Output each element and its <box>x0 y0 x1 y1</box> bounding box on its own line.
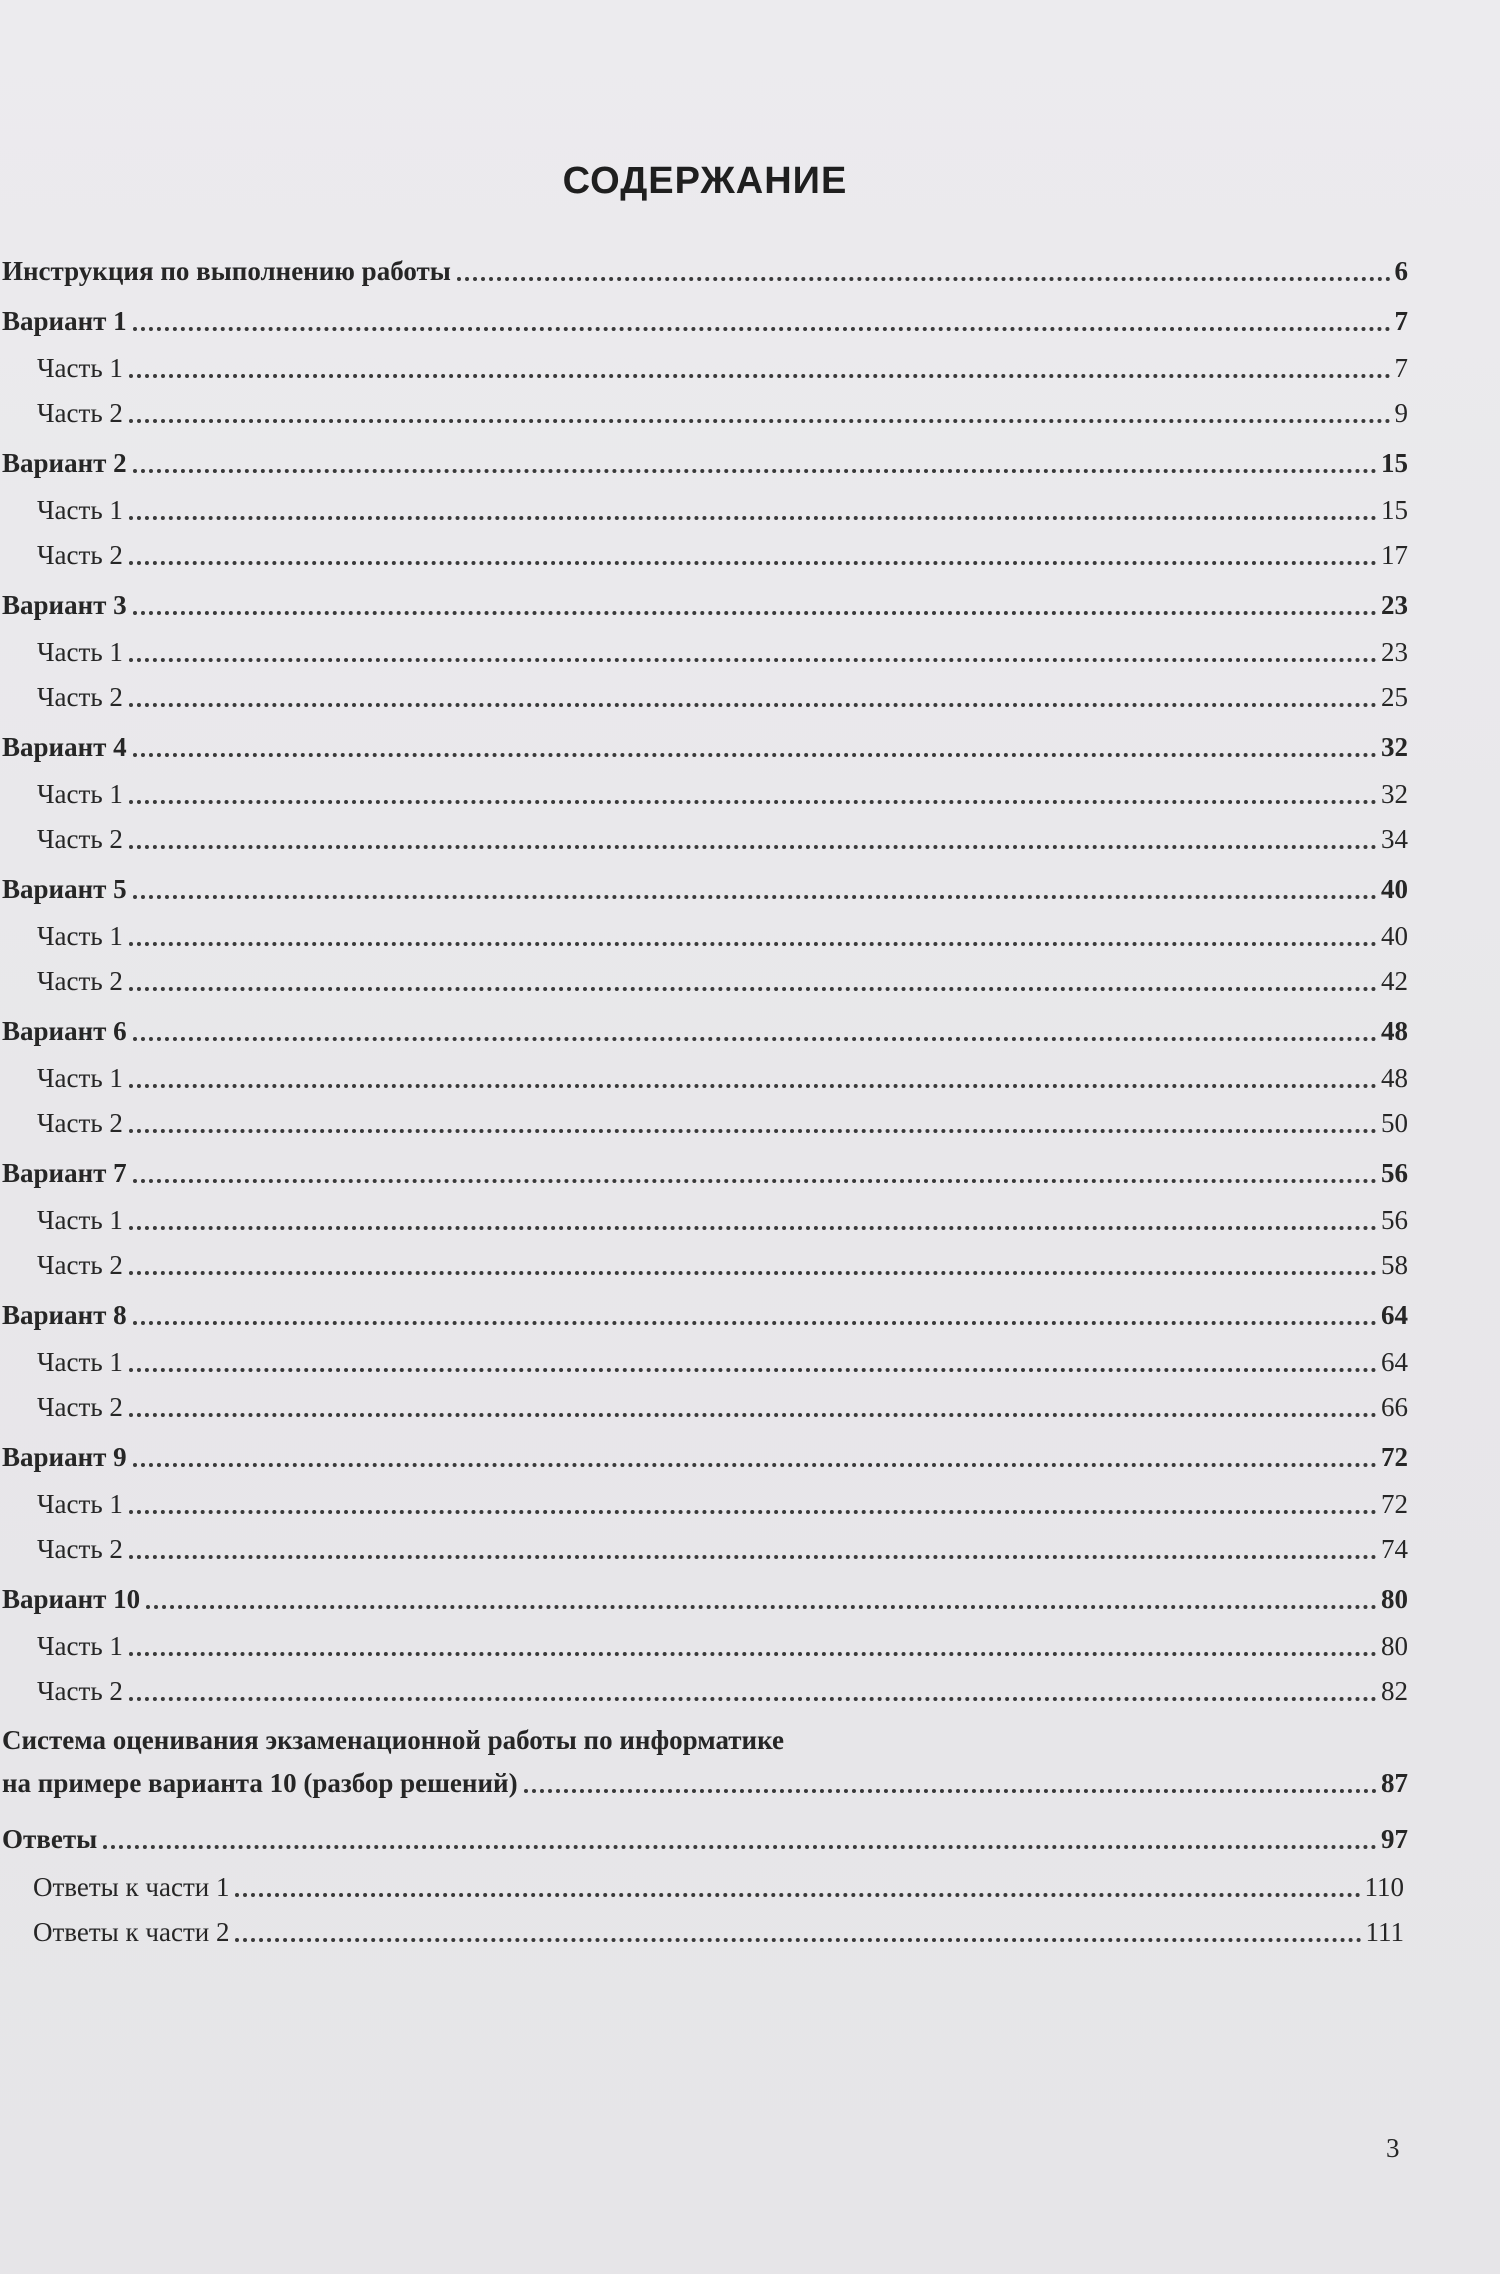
toc-entry-page: 9 <box>1394 398 1408 428</box>
toc-entry-page: 48 <box>1381 1063 1408 1093</box>
toc-entry-answers-part <box>33 1861 1404 1901</box>
toc-entry-label: Часть 2 <box>37 540 123 570</box>
toc-entry-part <box>37 1194 1408 1234</box>
toc-entry-variant-10 <box>2 1573 1408 1613</box>
toc-entry-page: 82 <box>1381 1676 1408 1706</box>
toc-entry-page: 15 <box>1381 495 1408 525</box>
toc-entry-part <box>37 671 1408 711</box>
dot-leader <box>129 516 1377 520</box>
toc-entry-part <box>37 387 1408 427</box>
dot-leader <box>129 561 1377 565</box>
dot-leader <box>133 1321 1377 1325</box>
page-title: СОДЕРЖАНИЕ <box>562 160 848 202</box>
toc-entry-grading-line1: Система оценивания экзаменационной работы по информатике <box>2 1725 784 1755</box>
toc-entry-part <box>37 1052 1408 1092</box>
toc-entry-answers-part <box>33 1906 1404 1946</box>
toc-entry-page: 40 <box>1381 921 1408 951</box>
toc-entry-page: 74 <box>1381 1534 1408 1564</box>
toc-entry-part <box>37 955 1408 995</box>
toc-entry-label: Ответы <box>2 1824 98 1854</box>
toc-entry-label: Вариант 10 <box>2 1584 141 1614</box>
dot-leader <box>133 1463 1377 1467</box>
toc-entry-page: 34 <box>1381 824 1408 854</box>
dot-leader <box>133 895 1377 899</box>
toc-entry-part <box>37 1097 1408 1137</box>
toc-entry-label: Часть 2 <box>37 1108 123 1138</box>
toc-entry-label: Ответы к части 1 <box>33 1872 230 1902</box>
toc-entry-page: 80 <box>1381 1584 1408 1614</box>
dot-leader <box>129 1368 1377 1372</box>
toc-entry-label: Часть 1 <box>37 921 123 951</box>
toc-entry-instruction <box>2 245 1408 285</box>
dot-leader <box>129 1129 1377 1133</box>
toc-entry-grading <box>2 1757 1408 1797</box>
toc-entry-label: Часть 1 <box>37 637 123 667</box>
dot-leader <box>146 1605 1377 1609</box>
toc-entry-page: 56 <box>1381 1158 1408 1188</box>
toc-entry-label: Вариант 4 <box>2 732 127 762</box>
toc-entry-label: Часть 1 <box>37 495 123 525</box>
toc-entry-label: Часть 1 <box>37 1489 123 1519</box>
toc-entry-part <box>37 529 1408 569</box>
dot-leader <box>524 1789 1377 1793</box>
toc-entry-label: Вариант 7 <box>2 1158 127 1188</box>
toc-entry-label: Вариант 6 <box>2 1016 127 1046</box>
dot-leader <box>129 1226 1377 1230</box>
toc-entry-part <box>37 1478 1408 1518</box>
dot-leader <box>133 469 1377 473</box>
dot-leader <box>129 845 1377 849</box>
page-number: 3 <box>1386 2133 1400 2163</box>
toc-entry-variant-2 <box>2 437 1408 477</box>
toc-entry-label: Часть 1 <box>37 1063 123 1093</box>
dot-leader <box>129 374 1391 378</box>
toc-entry-page: 7 <box>1394 353 1408 383</box>
toc-entry-label: Часть 1 <box>37 353 123 383</box>
toc-entry-page: 87 <box>1381 1768 1408 1798</box>
toc-entry-label: Вариант 2 <box>2 448 127 478</box>
dot-leader <box>133 327 1391 331</box>
toc-entry-page: 64 <box>1381 1347 1408 1377</box>
dot-leader <box>129 1084 1377 1088</box>
toc-entry-page: 111 <box>1365 1917 1404 1947</box>
toc-entry-variant-9 <box>2 1431 1408 1471</box>
toc-entry-part <box>37 484 1408 524</box>
toc-entry-page: 42 <box>1381 966 1408 996</box>
toc-entry-page: 72 <box>1381 1442 1408 1472</box>
dot-leader <box>129 1510 1377 1514</box>
toc-entry-part <box>37 813 1408 853</box>
dot-leader <box>129 1271 1377 1275</box>
toc-entry-part <box>37 342 1408 382</box>
toc-entry-variant-5 <box>2 863 1408 903</box>
dot-leader <box>133 611 1377 615</box>
toc-entry-label: Часть 2 <box>37 1676 123 1706</box>
toc-entry-label: Вариант 8 <box>2 1300 127 1330</box>
toc-entry-label: Вариант 5 <box>2 874 127 904</box>
toc-entry-label: Часть 2 <box>37 682 123 712</box>
toc-entry-page: 50 <box>1381 1108 1408 1138</box>
toc-entry-answers <box>2 1813 1408 1853</box>
toc-entry-page: 72 <box>1381 1489 1408 1519</box>
toc-entry-part <box>37 768 1408 808</box>
toc-entry-label: Ответы к части 2 <box>33 1917 230 1947</box>
toc-entry-part <box>37 626 1408 666</box>
toc-entry-label: Часть 2 <box>37 1250 123 1280</box>
dot-leader <box>133 1179 1377 1183</box>
toc-entry-part <box>37 1620 1408 1660</box>
dot-leader <box>129 987 1377 991</box>
toc-entry-page: 64 <box>1381 1300 1408 1330</box>
toc-entry-page: 58 <box>1381 1250 1408 1280</box>
dot-leader <box>129 800 1377 804</box>
toc-entry-page: 32 <box>1381 732 1408 762</box>
toc-entry-page: 32 <box>1381 779 1408 809</box>
toc-entry-variant-1 <box>2 295 1408 335</box>
toc-entry-label: Вариант 1 <box>2 306 127 336</box>
toc-entry-label: Часть 2 <box>37 398 123 428</box>
dot-leader <box>129 1652 1377 1656</box>
toc-entry-page: 80 <box>1381 1631 1408 1661</box>
toc-entry-label: на примере варианта 10 (разбор решений) <box>2 1768 518 1798</box>
toc-entry-label: Часть 1 <box>37 779 123 809</box>
toc-entry-page: 6 <box>1394 256 1408 286</box>
dot-leader <box>129 703 1377 707</box>
toc-entry-part <box>37 1523 1408 1563</box>
toc-entry-label: Часть 1 <box>37 1631 123 1661</box>
toc-entry-page: 25 <box>1381 682 1408 712</box>
toc-entry-variant-8 <box>2 1289 1408 1329</box>
toc-entry-page: 23 <box>1381 590 1408 620</box>
dot-leader <box>103 1845 1377 1849</box>
toc-entry-part <box>37 910 1408 950</box>
dot-leader <box>235 1893 1360 1897</box>
dot-leader <box>129 1697 1377 1701</box>
toc-entry-label: Вариант 9 <box>2 1442 127 1472</box>
toc-entry-part <box>37 1381 1408 1421</box>
dot-leader <box>457 277 1391 281</box>
toc-entry-page: 48 <box>1381 1016 1408 1046</box>
toc-entry-page: 40 <box>1381 874 1408 904</box>
dot-leader <box>129 1413 1377 1417</box>
toc-entry-label: Часть 2 <box>37 824 123 854</box>
toc-entry-page: 97 <box>1381 1824 1408 1854</box>
toc-entry-variant-4 <box>2 721 1408 761</box>
toc-entry-label: Часть 1 <box>37 1347 123 1377</box>
toc-entry-variant-3 <box>2 579 1408 619</box>
toc-entry-page: 56 <box>1381 1205 1408 1235</box>
toc-entry-page: 110 <box>1364 1872 1404 1902</box>
toc-entry-page: 15 <box>1381 448 1408 478</box>
toc-entry-page: 66 <box>1381 1392 1408 1422</box>
dot-leader <box>129 419 1391 423</box>
toc-entry-label: Инструкция по выполнению работы <box>2 256 451 286</box>
toc-entry-page: 7 <box>1394 306 1408 336</box>
toc-entry-part <box>37 1336 1408 1376</box>
toc-entry-part <box>37 1239 1408 1279</box>
toc-entry-part <box>37 1665 1408 1705</box>
toc-entry-label: Часть 2 <box>37 1392 123 1422</box>
dot-leader <box>129 1555 1377 1559</box>
dot-leader <box>133 753 1377 757</box>
toc-entry-page: 17 <box>1381 540 1408 570</box>
dot-leader <box>129 942 1377 946</box>
dot-leader <box>129 658 1377 662</box>
toc-entry-label: Вариант 3 <box>2 590 127 620</box>
toc-entry-label: Часть 2 <box>37 966 123 996</box>
dot-leader <box>235 1938 1361 1942</box>
dot-leader <box>133 1037 1377 1041</box>
toc-entry-label: Часть 2 <box>37 1534 123 1564</box>
toc-entry-variant-7 <box>2 1147 1408 1187</box>
toc-entry-variant-6 <box>2 1005 1408 1045</box>
toc-entry-label: Часть 1 <box>37 1205 123 1235</box>
toc-entry-page: 23 <box>1381 637 1408 667</box>
